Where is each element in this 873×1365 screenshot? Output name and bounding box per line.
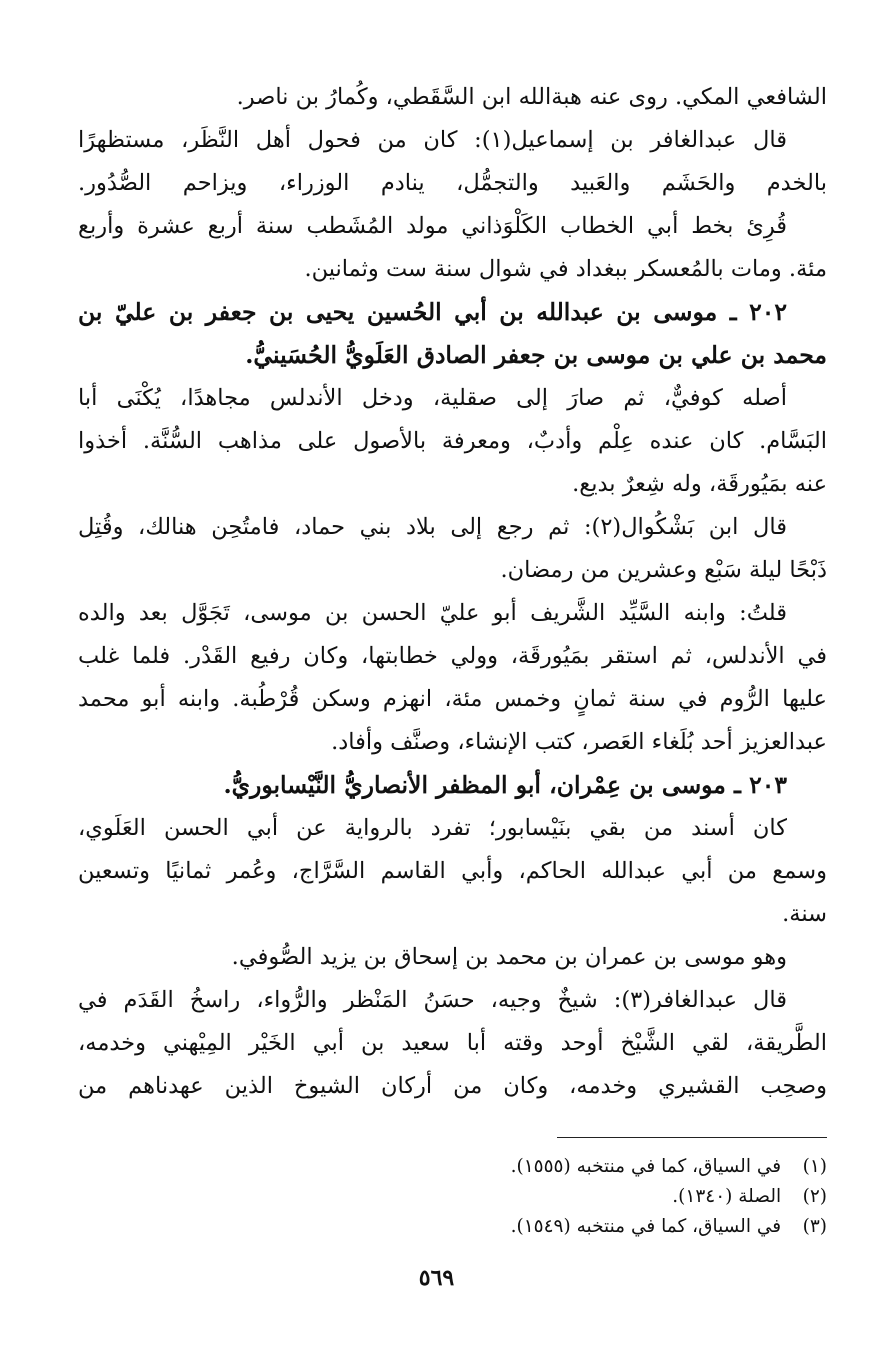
footnote-number: (٢) (802, 1186, 827, 1207)
text-line: عبدالعزيز أحد بُلَغاء العَصر، كتب الإنشاء، وصنَّف وأفاد. (331, 729, 827, 755)
text-line: بالخدم والحَشَم والعَبيد والتجمُّل، ينادم الوزراء، ويزاحم الصُّدُور. (78, 170, 827, 196)
heading-line: محمد بن علي بن موسى بن جعفر الصادق العَلَويُّ الحُسَينيُّ. (245, 341, 827, 369)
text-line: وصحِب القشيري وخدمه، وكان من أركان الشيوخ الذين عهدناهم من (78, 1073, 827, 1099)
text-line: قال عبدالغافر بن إسماعيل(١): كان من فحول أهل النَّظَر، مستظهرًا (78, 127, 787, 153)
entry-heading (78, 764, 827, 807)
page-body (78, 76, 827, 1108)
footnote (78, 1152, 827, 1182)
text-line: ذَبْحًا ليلة سَبْع وعشرين من رمضان. (500, 557, 827, 583)
footnote-number: (٣) (802, 1216, 827, 1237)
text-line: مئة. ومات بالمُعسكر ببغداد في شوال سنة ست وثمانين. (304, 256, 827, 282)
text-line: قلتُ: وابنه السَّيِّد الشَّريف أبو عليّ الحسن بن موسى، تَجَوَّل بعد والده (78, 600, 787, 626)
footnote (78, 1212, 827, 1242)
heading-line: ٢٠٣ ـ موسى بن عِمْران، أبو المظفر الأنصاريُّ النَّيْسابوريُّ. (223, 771, 787, 799)
text-line: أصله كوفيٌّ، ثم صارَ إلى صقلية، ودخل الأندلس مجاهدًا، يُكْنَى أبا (78, 385, 787, 411)
footnote-number: (١) (802, 1156, 827, 1177)
footnote (78, 1182, 827, 1212)
entry-203 (78, 764, 827, 1108)
text-line: قال عبدالغافر(٣): شيخٌ وجيه، حسَنُ المَنْظر والرُّواء، راسخُ القَدَم في (78, 987, 787, 1013)
text-line: وسمع من أبي عبدالله الحاكم، وأبي القاسم السَّرَّاج، وعُمر ثمانيًا وتسعين (78, 858, 827, 884)
entry-heading (78, 291, 827, 377)
footnote-text: الصلة (١٣٤٠). (672, 1186, 782, 1207)
page-number: ٥٦٩ (418, 1265, 455, 1291)
footnote-text: في السياق، كما في منتخبه (١٥٥٥). (510, 1156, 782, 1177)
text-line: في الأندلس، ثم استقر بمَيُورقَة، وولي خطابتها، وكان رفيع القَدْر. فلما غلب (78, 643, 827, 669)
text-line: وهو موسى بن عمران بن محمد بن إسحاق بن يزيد الصُّوفي. (231, 944, 787, 970)
text-line: البَسَّام. كان عنده عِلْم وأدبٌ، ومعرفة بالأصول على مذاهب السُّنَّة. أخذوا (78, 428, 827, 454)
text-line: سنة. (782, 901, 827, 927)
text-line: الشافعي المكي. روى عنه هبةالله ابن السَّقَطي، وكُمارُ بن ناصر. (236, 84, 827, 110)
text-line: عنه بمَيُورقَة، وله شِعرٌ بديع. (572, 471, 827, 497)
heading-line: ٢٠٢ ـ موسى بن عبدالله بن أبي الحُسين يحيى بن جعفر بن عليّ بن (78, 298, 787, 326)
text-line: قُرِئ بخط أبي الخطاب الكَلْوَذاني مولد المُشَطب سنة أربع عشرة وأربع (78, 213, 787, 239)
text-line: عليها الرُّوم في سنة ثمانٍ وخمس مئة، انهزم وسكن قُرْطُبة. وابنه أبو محمد (78, 686, 827, 712)
footnote-text: في السياق، كما في منتخبه (١٥٤٩). (510, 1216, 782, 1237)
text-line: كان أسند من بقي بنَيْسابور؛ تفرد بالرواية عن أبي الحسن العَلَوي، (78, 815, 787, 841)
entry-202 (78, 291, 827, 764)
text-line: الطَّريقة، لقي الشَّيْخ أوحد وقته أبا سعيد بن أبي الخَيْر المِيْهني وخدمه، (78, 1030, 827, 1056)
entry-201-continuation (78, 76, 827, 291)
footnotes (78, 1152, 827, 1242)
text-line: قال ابن بَشْكُوال(٢): ثم رجع إلى بلاد بني حماد، فامتُحِن هنالك، وقُتِل (78, 514, 787, 540)
footnote-separator (557, 1137, 827, 1138)
